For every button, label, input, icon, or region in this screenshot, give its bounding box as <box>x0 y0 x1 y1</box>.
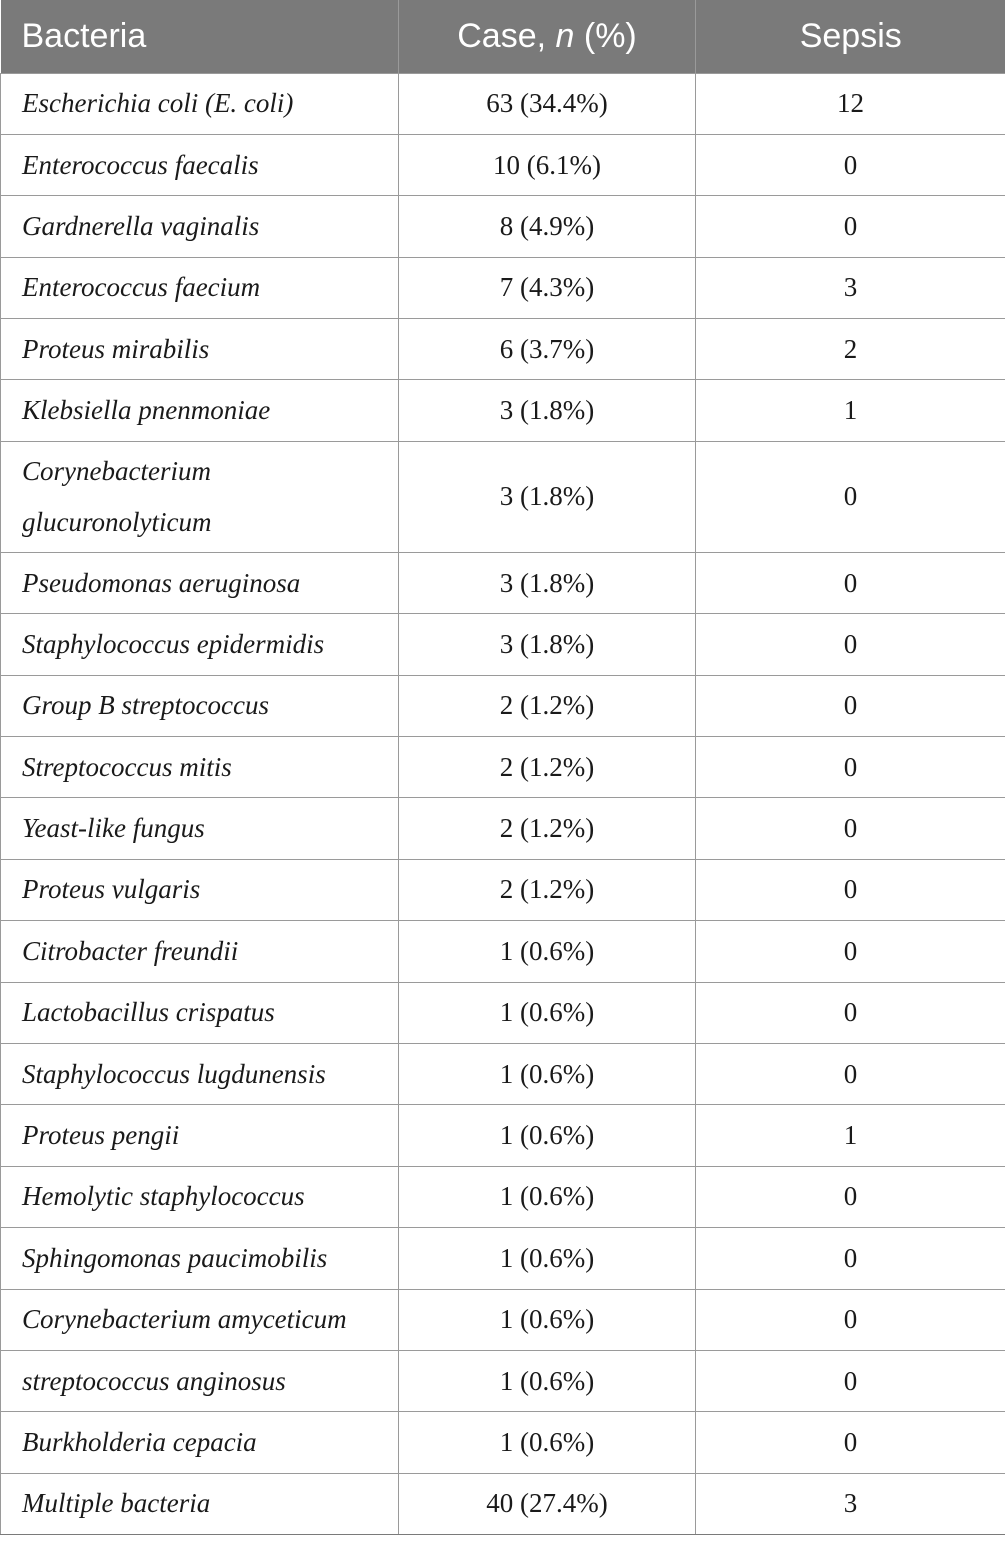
table-row <box>1 552 1005 613</box>
sepsis-count: 0 <box>696 134 1005 195</box>
table-body <box>1 73 1005 1535</box>
table-row <box>1 737 1005 798</box>
bacteria-name: Klebsiella pnenmoniae <box>1 380 399 441</box>
sepsis-count: 0 <box>696 737 1005 798</box>
sepsis-count: 1 <box>696 1105 1005 1166</box>
case-count: 7 (4.3%) <box>399 257 696 318</box>
bacteria-name: Burkholderia cepacia <box>1 1412 399 1473</box>
sepsis-count: 0 <box>696 441 1005 552</box>
bacteria-name: Gardnerella vaginalis <box>1 196 399 257</box>
case-count: 2 (1.2%) <box>399 798 696 859</box>
case-count: 1 (0.6%) <box>399 1350 696 1411</box>
table-row <box>1 675 1005 736</box>
table-row <box>1 380 1005 441</box>
bacteria-name: Sphingomonas paucimobilis <box>1 1228 399 1289</box>
case-count: 3 (1.8%) <box>399 380 696 441</box>
bacteria-name: Enterococcus faecium <box>1 257 399 318</box>
sepsis-count: 0 <box>696 552 1005 613</box>
table-row <box>1 1350 1005 1411</box>
table-header <box>1 0 1005 73</box>
bacteria-name: Proteus pengii <box>1 1105 399 1166</box>
sepsis-count: 0 <box>696 1412 1005 1473</box>
sepsis-count: 0 <box>696 859 1005 920</box>
case-count: 6 (3.7%) <box>399 319 696 380</box>
table-row <box>1 1228 1005 1289</box>
bacteria-name: Lactobacillus crispatus <box>1 982 399 1043</box>
bacteria-name: Staphylococcus lugdunensis <box>1 1043 399 1104</box>
sepsis-count: 0 <box>696 798 1005 859</box>
bacteria-name: Hemolytic staphylococcus <box>1 1166 399 1227</box>
table-row <box>1 257 1005 318</box>
table-row <box>1 196 1005 257</box>
bacteria-name: Multiple bacteria <box>1 1473 399 1534</box>
table-row <box>1 1473 1005 1534</box>
bacteria-name: Staphylococcus epidermidis <box>1 614 399 675</box>
sepsis-count: 0 <box>696 1350 1005 1411</box>
bacteria-name: Proteus vulgaris <box>1 859 399 920</box>
table-row <box>1 1043 1005 1104</box>
sepsis-count: 0 <box>696 1166 1005 1227</box>
sepsis-count: 0 <box>696 196 1005 257</box>
sepsis-count: 2 <box>696 319 1005 380</box>
bacteria-name: Yeast-like fungus <box>1 798 399 859</box>
bacteria-name: Group B streptococcus <box>1 675 399 736</box>
sepsis-count: 3 <box>696 257 1005 318</box>
case-count: 1 (0.6%) <box>399 1166 696 1227</box>
table-row <box>1 921 1005 982</box>
table-row <box>1 73 1005 134</box>
sepsis-count: 0 <box>696 1289 1005 1350</box>
table-row <box>1 441 1005 552</box>
case-count: 3 (1.8%) <box>399 441 696 552</box>
bacteria-name: Enterococcus faecalis <box>1 134 399 195</box>
bacteria-name: Corynebacterium amyceticum <box>1 1289 399 1350</box>
sepsis-count: 0 <box>696 675 1005 736</box>
table-row <box>1 319 1005 380</box>
case-count: 2 (1.2%) <box>399 675 696 736</box>
header-case-prefix: Case, <box>457 16 556 55</box>
sepsis-count: 1 <box>696 380 1005 441</box>
case-count: 1 (0.6%) <box>399 1289 696 1350</box>
table-row <box>1 798 1005 859</box>
header-sepsis: Sepsis <box>696 0 1005 73</box>
sepsis-count: 0 <box>696 921 1005 982</box>
case-count: 3 (1.8%) <box>399 614 696 675</box>
case-count: 1 (0.6%) <box>399 1228 696 1289</box>
sepsis-count: 0 <box>696 982 1005 1043</box>
table-row <box>1 1166 1005 1227</box>
table-row <box>1 1105 1005 1166</box>
bacteria-name: Escherichia coli (E. coli) <box>1 73 399 134</box>
case-count: 1 (0.6%) <box>399 982 696 1043</box>
sepsis-count: 0 <box>696 614 1005 675</box>
table-row <box>1 982 1005 1043</box>
table-row <box>1 614 1005 675</box>
case-count: 8 (4.9%) <box>399 196 696 257</box>
sepsis-count: 3 <box>696 1473 1005 1534</box>
case-count: 3 (1.8%) <box>399 552 696 613</box>
case-count: 2 (1.2%) <box>399 737 696 798</box>
bacteria-name: Streptococcus mitis <box>1 737 399 798</box>
sepsis-count: 0 <box>696 1043 1005 1104</box>
case-count: 2 (1.2%) <box>399 859 696 920</box>
table-row <box>1 1412 1005 1473</box>
sepsis-count: 0 <box>696 1228 1005 1289</box>
header-bacteria: Bacteria <box>21 16 147 55</box>
bacteria-name: Corynebacterium glucuronolyticum <box>1 441 399 552</box>
header-case <box>399 0 696 73</box>
table-row <box>1 859 1005 920</box>
case-count: 1 (0.6%) <box>399 1412 696 1473</box>
header-row <box>1 0 1005 73</box>
case-count: 1 (0.6%) <box>399 921 696 982</box>
case-count: 40 (27.4%) <box>399 1473 696 1534</box>
bacteria-name: Proteus mirabilis <box>1 319 399 380</box>
case-count: 63 (34.4%) <box>399 73 696 134</box>
case-count: 1 (0.6%) <box>399 1105 696 1166</box>
table-row <box>1 1289 1005 1350</box>
bacteria-name: streptococcus anginosus <box>1 1350 399 1411</box>
bacteria-name: Pseudomonas aeruginosa <box>1 552 399 613</box>
sepsis-count: 12 <box>696 73 1005 134</box>
case-count: 10 (6.1%) <box>399 134 696 195</box>
table-row <box>1 134 1005 195</box>
bacteria-name: Citrobacter freundii <box>1 921 399 982</box>
case-count: 1 (0.6%) <box>399 1043 696 1104</box>
header-case-suffix: (%) <box>574 16 637 55</box>
header-case-n: n <box>555 16 575 55</box>
